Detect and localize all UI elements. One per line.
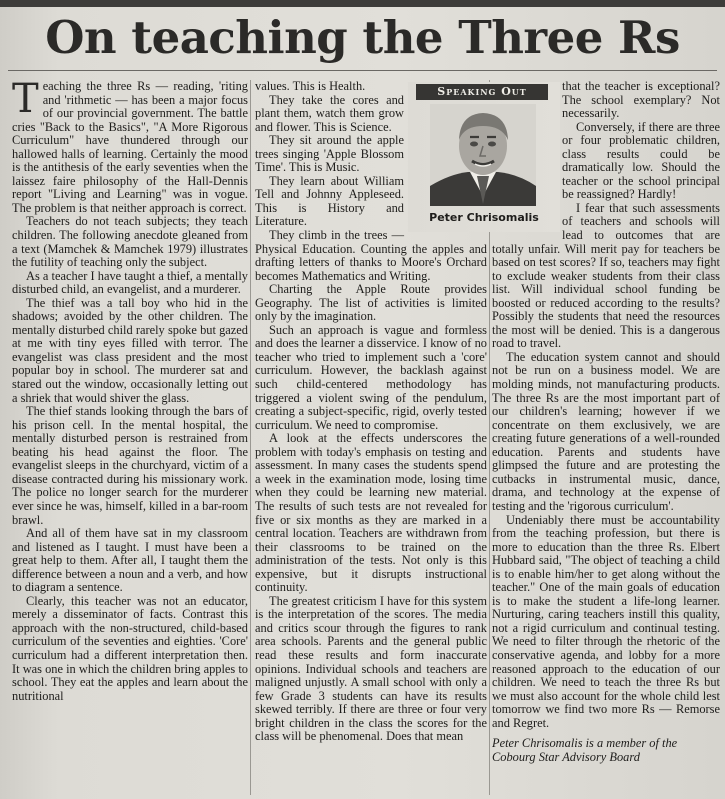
paragraph: They sit around the apple trees singing 'Apple Blossom Time'. This is Music.: [255, 133, 404, 175]
speaking-out-box: [408, 82, 560, 232]
drop-cap: T: [12, 80, 39, 122]
paragraph: Such an approach is vague and formless and does the learner a disservice. I know of no teacher who tried to implement such a 'core' curriculum. However, the backlash against such child-centered methodology has triggered a violent swing of the pendulum, creating a subject-specific, rigid, overly tested curriculum. We need to compromise.: [255, 322, 487, 432]
paragraph: They take the cores and plant them, watch them grow and flower. This is Science.: [255, 92, 404, 134]
paragraph: The education system cannot and should not be run on a business model. We are molding minds, not manufacturing products. The three Rs are the most important part of our children's learning; however if we concentrate on them exclusively, we are creating future generations of a well-rounded education. Parents and students have glimpsed the future and are protesting the cutbacks in instrumental music, dance, drama, and technology at the expense of testing and the 'rigorous curriculum'.: [492, 349, 720, 513]
article-column-1: [12, 80, 248, 795]
paragraph: The greatest criticism I have for this system is the interpretation of the scores. The media and critics scour through the figures to rank area schools. Parents and the general public read these results and form inaccurate opinions. Individual schools and teachers are maligned unjustly. A small school with only a few Grade 3 students can have its results skewed terribly. If there are three or four very bright children in the class the scores for the class will be phenomenal. Does that mean: [255, 593, 487, 744]
paragraph: As a teacher I have taught a thief, a mentally disturbed child, an evangelist, and a murderer.: [12, 268, 248, 297]
paragraph: that the teacher is exceptional? The school exemplary? Not necessarily.: [562, 80, 720, 121]
paragraph: The thief was a tall boy who hid in the shadows; avoided by the other children. The mentally disturbed child rarely spoke but gazed at me with tiny eyes filled with terror. The evangelist was class president and the most popular boy in school. The murderer sat and stared out the window, occasionally letting out a shriek that would shiver the glass.: [12, 295, 248, 405]
paragraph: They climb in the trees — Physical Education. Counting the apples and drafting letters of thanks to Moore's Orchard becomes Mathematics and Writing.: [255, 228, 487, 283]
paragraph: A look at the effects underscores the problem with today's emphasis on testing and assessment. In many cases the students spend a week in the examination mode, losing time when they could be learning new material. The results of such tests are not revealed for five or six months as they are marked in a central location. Teachers are withdrawn from their classrooms to be trained on the administration of the tests. Not only is this expensive, but it disrupts instructional continuity.: [255, 431, 487, 595]
headline-rule: [8, 70, 717, 71]
author-note: Peter Chrisomalis is a member of the Cobourg Star Advisory Board: [492, 736, 678, 765]
paragraph: Clearly, this teacher was not an educator, merely a disseminator of facts. Contrast this approach with the non-structured, child-based curriculum of the seventies and eighties. 'Core' curriculum had a different interpretation then. It was one in which the children bring apples to school. They eat the apples and learn about the nutritional: [12, 593, 248, 703]
headline: On teaching the Three Rs: [45, 11, 680, 64]
paragraph: The thief stands looking through the bars of his prison cell. In the mental hospital, the mentally disturbed person is restrained from beating his head against the floor. The evangelist sleeps in the churchyard, victim of a disease contracted during his missionary work. The police no longer search for the murderer ever since he was, himself, killed in a bar-room brawl.: [12, 404, 248, 527]
paragraph: They learn about William Tell and Johnny Appleseed. This is History and Literature.: [255, 173, 404, 229]
column-divider: [250, 80, 251, 795]
paragraph: I fear that such assessments of teachers and schools will lead to outcomes that are totally unfair. Will merit pay for teachers be based on test scores? If so, teachers may fight to exclude weaker students from their class list. Will individual school funding be boosted or reduced according to the results? Possibly the students that need the resources the most will be denied. This is a dangerous road to travel.: [492, 200, 720, 351]
speaking-out-banner: Speaking Out: [416, 84, 548, 100]
paragraph: Conversely, if there are three or four problematic children, class results could be dramatically low. Should the teacher or the school principal be reassigned? Hardly!: [562, 119, 720, 202]
top-bar: [0, 0, 725, 7]
paragraph: values. This is Health.: [255, 80, 366, 93]
paragraph: And all of them have sat in my classroom and listened as I taught. I must have been a great help to them. After all, I taught them the difference between a noun and a verb, and how to diagram a sentence.: [12, 526, 248, 595]
author-photo: [430, 104, 536, 206]
author-byline: Peter Chrisomalis: [429, 211, 539, 224]
paragraph: Undeniably there must be accountability from the teaching profession, but there is more to education than the three Rs. Elbert Hubbard said, "The object of teaching a child is to enable him/her to get along without the teacher." One of the main goals of education is to make the student a life-long learner. Nurturing, caring teachers instill this quality, not a rigid curriculum and continual testing. We need to filter through the rhetoric of the conservative agenda, and lobby for a more reasoned approach to the education of our children. We need to teach the three Rs but we must also account for the whole child lest tomorrow we find two more Rs — Remorse and Regret.: [492, 512, 720, 730]
lead-paragraph: Teaching the three Rs — reading, 'riting and 'rithmetic — has been a major focus of our provincial government. The battle cries "Back to the Basics", "A More Rigorous Curriculum" have thundered through our hallowed halls of learning. Certainly the mood is the antithesis of the early seventies when the laissez faire philosophy of the Hall-Dennis report "Living and Learning" was in vogue. The problem is that neither approach is correct.: [12, 80, 248, 215]
paragraph: Charting the Apple Route provides Geography. The list of activities is limited only by the imagination.: [255, 282, 487, 324]
paragraph: Teachers do not teach subjects; they teach children. The following anecdote gleaned from a text (Mamchek & Mamchek 1979) illustrates the futility of teaching only the subject.: [12, 214, 248, 270]
